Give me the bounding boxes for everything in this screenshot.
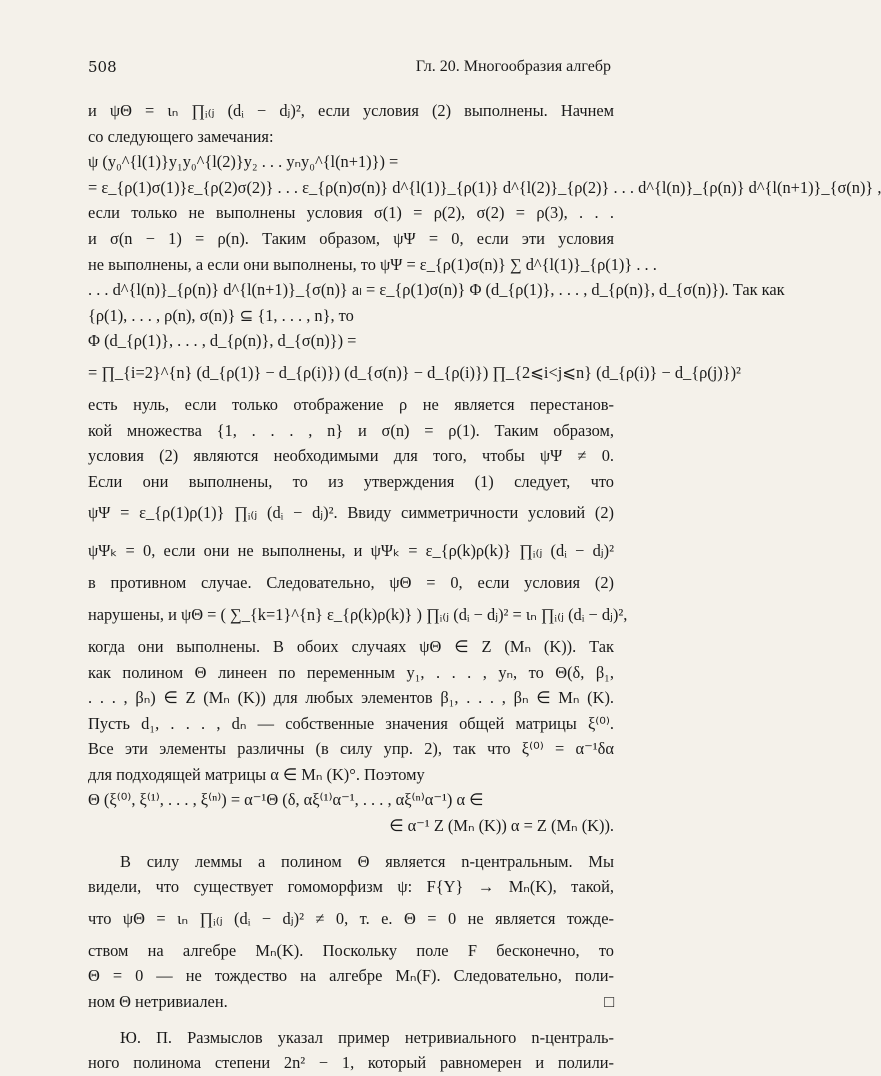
text-line: когда они выполнены. В обоих случаях ψΘ ∈ Z (Mₙ (K)). Так [88, 636, 614, 656]
text-line: есть нуль, если только отображение ρ не является перестанов- [88, 394, 614, 414]
text-line: . . . d^{l(n)}_{ρ(n)} d^{l(n+1)}_{σ(n)} aₗ = ε_{ρ(1)σ(n)} Φ (d_{ρ(1)}, . . . , d_{ρ(n)}, d_{σ(n)}). Так как [88, 280, 785, 300]
text-line: ψΨ = ε_{ρ(1)ρ(1)} ∏ᵢ₍ⱼ (dᵢ − dⱼ)². Ввиду симметричности условий (2) [88, 503, 614, 523]
qed-icon: □ [604, 992, 614, 1012]
text-line: и ψΘ = ιₙ ∏ᵢ₍ⱼ (dᵢ − dⱼ)², если условия (2) выполнены. Начнем [88, 101, 614, 120]
page-number: 508 [88, 58, 117, 76]
running-title: Гл. 20. Многообразия алгебр [415, 58, 611, 75]
text-line: Ю. П. Размыслов указал пример нетривиального n-централь- [120, 1027, 614, 1047]
text-line: В силу леммы а полином Θ является n-центральным. Мы [120, 851, 614, 871]
text-line: . . . , βₙ) ∈ Z (Mₙ (K)) для любых элементов β₁, . . . , βₙ ∈ Mₙ (K). [88, 688, 614, 708]
text-line: если только не выполнены условия σ(1) = ρ(2), σ(2) = ρ(3), . . . [88, 203, 614, 223]
text-line: Все эти элементы различны (в силу упр. 2), так что ξ⁽⁰⁾ = α⁻¹δα [88, 739, 614, 759]
formula-line: Φ (d_{ρ(1)}, . . . , d_{ρ(n)}, d_{σ(n)}) = [88, 331, 357, 351]
text-line: ного полинома степени 2n² − 1, который равномерен и полили- [88, 1053, 614, 1073]
text-line: не выполнены, а если они выполнены, то ψΨ = ε_{ρ(1)σ(n)} ∑ d^{l(1)}_{ρ(1)} . . . [88, 254, 657, 274]
formula-line: = ε_{ρ(1)σ(1)}ε_{ρ(2)σ(2)} . . . ε_{ρ(n)σ(n)} d^{l(1)}_{ρ(1)} d^{l(2)}_{ρ(2)} . . . d^{l(n)}_{ρ(n)} d^{l(n+1)}_{σ(n)} , [88, 177, 881, 197]
text-line: и σ(n − 1) = ρ(n). Таким образом, ψΨ = 0, если эти условия [88, 228, 614, 248]
text-line: со следующего замечания: [88, 126, 274, 146]
text-line: видели, что существует гомоморфизм ψ: F{Y} → Mₙ(K), такой, [88, 877, 614, 897]
text-line: что ψΘ = ιₙ ∏ᵢ₍ⱼ (dᵢ − dⱼ)² ≠ 0, т. е. Θ = 0 не является тожде- [88, 908, 614, 928]
text-line: в противном случае. Следовательно, ψΘ = 0, если условия (2) [88, 573, 614, 593]
text-line: условия (2) являются необходимыми для того, чтобы ψΨ ≠ 0. [88, 446, 614, 466]
formula-line: ∈ α⁻¹ Z (Mₙ (K)) α = Z (Mₙ (K)). [389, 816, 614, 836]
page-body [88, 98, 881, 1076]
formula-line: Θ (ξ⁽⁰⁾, ξ⁽¹⁾, . . . , ξ⁽ⁿ⁾) = α⁻¹Θ (δ, αξ⁽¹⁾α⁻¹, . . . , αξ⁽ⁿ⁾α⁻¹) α ∈ [88, 790, 484, 810]
text-line: Пусть d₁, . . . , dₙ — собственные значения общей матрицы ξ⁽⁰⁾. [88, 713, 614, 733]
text-line: Если они выполнены, то из утверждения (1) следует, что [88, 471, 614, 491]
formula-line: = ∏_{i=2}^{n} (d_{ρ(1)} − d_{ρ(i)}) (d_{σ(n)} − d_{ρ(i)}) ∏_{2⩽i<j⩽n} (d_{ρ(i)} − d_{ρ(j)})² [88, 362, 741, 382]
text-line: ном Θ нетривиален. [88, 992, 228, 1012]
text-line: ψΨₖ = 0, если они не выполнены, и ψΨₖ = ε_{ρ(k)ρ(k)} ∏ᵢ₍ⱼ (dᵢ − dⱼ)² [88, 541, 614, 561]
text-line: как полином Θ линеен по переменным y₁, . . . , yₙ, то Θ(δ, β₁, [88, 662, 614, 682]
text-line: для подходящей матрицы α ∈ Mₙ (K)°. Поэтому [88, 764, 425, 784]
text-line: кой множества {1, . . . , n} и σ(n) = ρ(1). Таким образом, [88, 420, 614, 440]
formula-line: нарушены, и ψΘ = ( ∑_{k=1}^{n} ε_{ρ(k)ρ(k)} ) ∏ᵢ₍ⱼ (dᵢ − dⱼ)² = ιₙ ∏ᵢ₍ⱼ (dᵢ − dⱼ)², [88, 604, 628, 624]
text-line: Θ = 0 — не тождество на алгебре Mₙ(F). Следовательно, поли- [88, 966, 614, 986]
text-line-end [88, 989, 614, 1015]
text-line: {ρ(1), . . . , ρ(n), σ(n)} ⊆ {1, . . . , n}, то [88, 305, 354, 325]
formula-line: ψ (y₀^{l(1)}y₁y₀^{l(2)}y₂ . . . yₙy₀^{l(n+1)}) = [88, 152, 399, 172]
text-line: ством на алгебре Mₙ(K). Поскольку поле F бесконечно, то [88, 940, 614, 960]
